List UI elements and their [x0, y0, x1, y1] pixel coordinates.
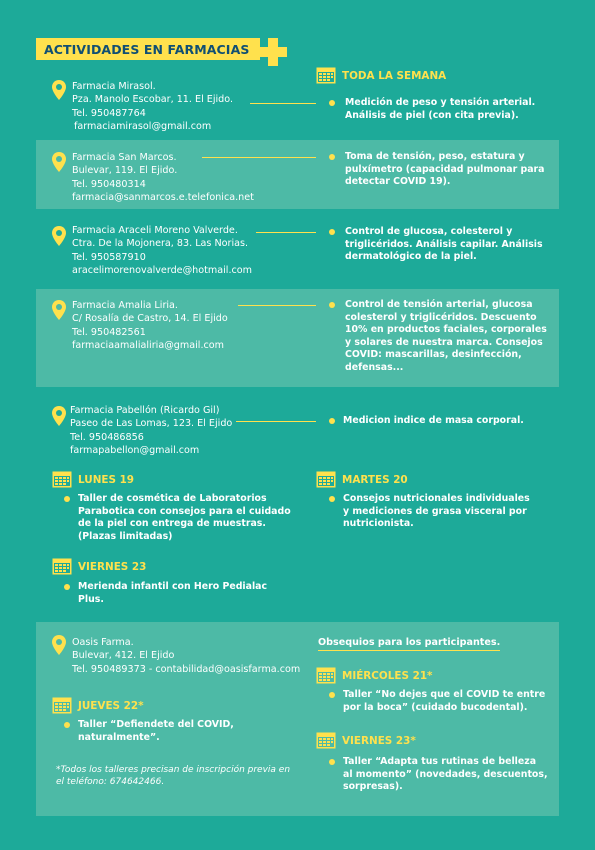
- pharmacy-info: [72, 151, 254, 205]
- pharmacy-name: Farmacia Mirasol.: [72, 81, 156, 92]
- pharmacy-phone: Tel. 950487764: [72, 107, 146, 119]
- pharmacy-email: aracelimorenovalverde@hotmail.com: [72, 265, 252, 277]
- pharmacy-name: Oasis Farma.: [72, 637, 134, 648]
- pharmacy-address: C/ Rosalía de Castro, 14. El Ejido: [72, 313, 228, 325]
- pharmacy-phone: Tel. 950480314: [72, 178, 146, 190]
- activity-text: Control de tensión arterial, glucosa colesterol y triglicéridos. Descuento 10% en productos faciales, corporales y solares de nuestra marca. Consejos COVID: mascarillas, desinfección, defensas...: [345, 299, 547, 373]
- map-pin-icon: [52, 300, 66, 320]
- bullet: [64, 496, 70, 502]
- bullet: [329, 692, 335, 698]
- pharmacy-info: [72, 636, 300, 676]
- pharmacy-email: farmacia@sanmarcos.e.telefonica.net: [72, 192, 254, 204]
- gifts-label: Obsequios para los participantes.: [318, 637, 500, 651]
- calendar-icon: [316, 667, 336, 684]
- pharmacy-email: farmaciamirasol@gmail.com: [74, 121, 212, 133]
- day-heading-miercoles: MIÉRCOLES 21*: [342, 670, 433, 682]
- map-pin-icon: [52, 635, 66, 655]
- pharmacy-address: Bulevar, 119. El Ejido.: [72, 165, 178, 177]
- day-heading-viernes-oasis: VIERNES 23*: [342, 735, 416, 747]
- bullet: [329, 229, 335, 235]
- activity-text: Consejos nutricionales individuales y mediciones de grasa visceral por nutricionista.: [343, 493, 530, 530]
- activity-text: Taller “Defiendete del COVID, naturalmente”.: [78, 719, 234, 743]
- connector-line: [238, 305, 316, 306]
- pharmacy-email: farmaciaamalialiria@gmail.com: [72, 340, 224, 352]
- calendar-icon: [316, 471, 336, 488]
- day-heading-martes: MARTES 20: [342, 474, 408, 486]
- bullet: [64, 722, 70, 728]
- calendar-icon: [316, 732, 336, 749]
- day-heading-jueves: JUEVES 22*: [78, 700, 144, 712]
- connector-line: [256, 232, 316, 233]
- pharmacy-info: [72, 299, 228, 353]
- calendar-icon: [316, 67, 336, 84]
- activity-text: Taller “No dejes que el COVID te entre por la boca” (cuidado bucodental).: [343, 689, 546, 713]
- day-heading-viernes: VIERNES 23: [78, 561, 147, 573]
- pharmacy-email: farmapabellon@gmail.com: [70, 445, 200, 457]
- activity-text: Taller “Adapta tus rutinas de belleza al momento” (novedades, descuentos, sorpresas).: [343, 756, 548, 793]
- pharmacy-contact: Tel. 950489373 - contabilidad@oasisfarma.com: [72, 663, 301, 675]
- map-pin-icon: [52, 406, 66, 426]
- activity-text: Merienda infantil con Hero Pedialac Plus.: [78, 581, 268, 605]
- bullet: [329, 418, 335, 424]
- pharmacy-phone: Tel. 950486856: [70, 431, 144, 443]
- pharmacy-address: Ctra. De la Mojonera, 83. Las Norias.: [72, 238, 249, 250]
- pharmacy-info: [72, 224, 252, 278]
- registration-note: *Todos los talleres precisan de inscripción previa en el teléfono: 674642466.: [56, 765, 291, 788]
- bullet: [64, 584, 70, 590]
- pharmacy-name: Farmacia San Marcos.: [72, 152, 177, 163]
- bullet: [329, 496, 335, 502]
- all-week-heading: TODA LA SEMANA: [342, 70, 447, 82]
- calendar-icon: [52, 697, 72, 714]
- pharmacy-address: Bulevar, 412. El Ejido: [72, 650, 175, 662]
- pharmacy-name: Farmacia Amalia Liria.: [72, 300, 178, 311]
- bullet: [329, 759, 335, 765]
- pharmacy-name: Farmacia Pabellón (Ricardo Gil): [70, 405, 220, 416]
- bullet: [329, 302, 335, 308]
- map-pin-icon: [52, 152, 66, 172]
- activity-text: Control de glucosa, colesterol y triglicéridos. Análisis capilar. Análisis dermatológico de la piel.: [345, 226, 543, 263]
- pharmacy-address: Pza. Manolo Escobar, 11. El Ejido.: [72, 94, 234, 106]
- map-pin-icon: [52, 80, 66, 100]
- page-title: ACTIVIDADES EN FARMACIAS: [44, 42, 250, 57]
- activity-text: Toma de tensión, peso, estatura y pulxímetro (capacidad pulmonar para detectar COVID 19).: [345, 151, 545, 188]
- pharmacy-phone: Tel. 950482561: [72, 326, 146, 338]
- activity-text: Medicion indice de masa corporal.: [343, 415, 524, 426]
- pharmacy-phone: Tel. 950587910: [72, 251, 146, 263]
- pharmacy-info: [72, 80, 233, 134]
- day-heading-lunes: LUNES 19: [78, 474, 135, 486]
- pharmacy-cross-icon: [258, 37, 288, 67]
- connector-line: [236, 421, 316, 422]
- activity-text: Medición de peso y tensión arterial. Análisis de piel (con cita previa).: [345, 97, 536, 121]
- connector-line: [250, 103, 316, 104]
- bullet: [329, 100, 335, 106]
- activity-text: Taller de cosmética de Laboratorios Parabotica con consejos para el cuidado de la piel con entrega de muestras. (Plazas limitadas): [78, 493, 291, 542]
- pharmacy-address: Paseo de Las Lomas, 123. El Ejido: [70, 418, 233, 430]
- calendar-icon: [52, 471, 72, 488]
- bullet: [329, 154, 335, 160]
- pharmacy-name: Farmacia Araceli Moreno Valverde.: [72, 225, 238, 236]
- connector-line: [202, 157, 316, 158]
- pharmacy-info: [70, 404, 232, 458]
- map-pin-icon: [52, 226, 66, 246]
- calendar-icon: [52, 558, 72, 575]
